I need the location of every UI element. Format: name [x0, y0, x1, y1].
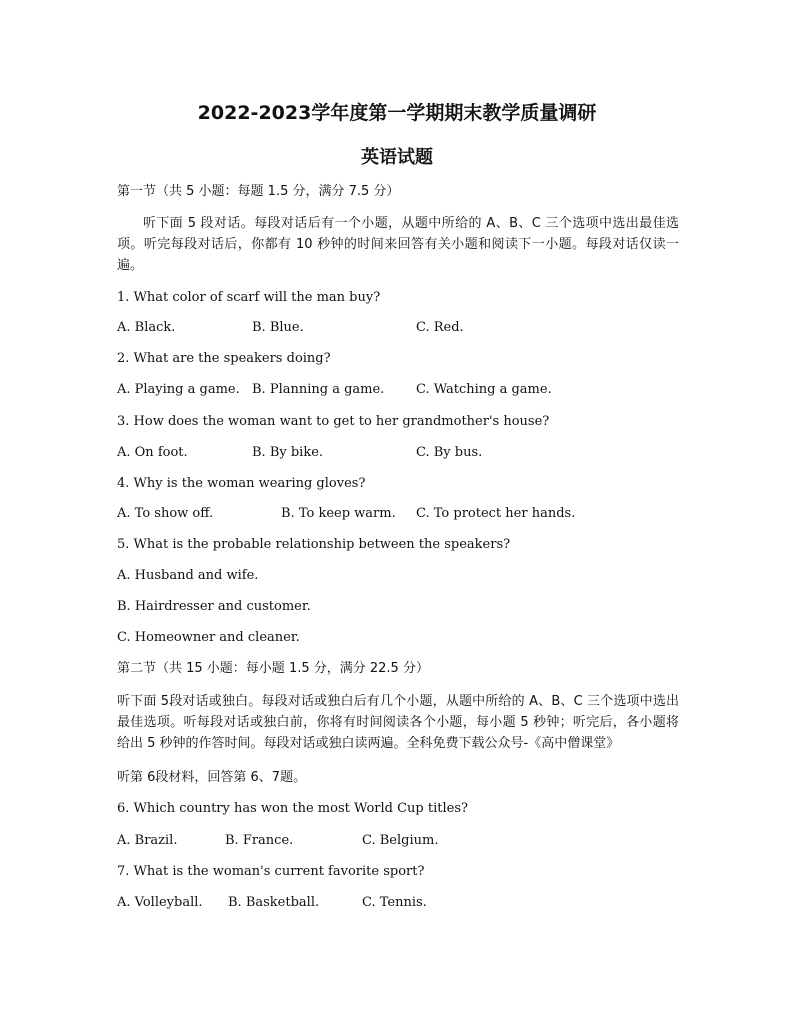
section2-instructions: 听下面 5段对话或独白。每段对话或独白后有几个小题，从题中所给的 A、B、C 三个选项中选出最佳选项。听每段对话或独白前，你将有时间阅读各个小题，每小题 5 秒钟；听完后，各小题将给出 5 秒钟的作答时间。每段对话或独白读两遍。全科免费下载公众号-《高中僧课堂》: [117, 694, 679, 751]
q7-option-b: B. Basketball.: [228, 895, 320, 910]
q4-option-c: C. To protect her hands.: [416, 506, 576, 521]
q2-option-c: C. Watching a game.: [416, 382, 552, 397]
exam-subtitle: 英语试题: [361, 147, 433, 168]
q4-option-b: B. To keep warm.: [281, 506, 396, 521]
q1-option-c: C. Red.: [416, 320, 464, 335]
exam-title: 2022-2023学年度第一学期期末教学质量调研: [197, 102, 597, 124]
question-5: 5. What is the probable relationship between the speakers?: [117, 537, 511, 552]
q3-option-b: B. By bike.: [252, 445, 324, 460]
q5-option-b: B. Hairdresser and customer.: [117, 599, 311, 614]
q1-option-a: A. Black.: [117, 320, 176, 335]
q6-option-a: A. Brazil.: [117, 833, 178, 848]
q7-option-a: A. Volleyball.: [117, 895, 203, 910]
q2-option-a: A. Playing a game.: [117, 382, 240, 397]
q4-option-a: A. To show off.: [117, 506, 214, 521]
question-1: 1. What color of scarf will the man buy?: [117, 290, 381, 305]
q6-option-c: C. Belgium.: [362, 833, 439, 848]
section2-heading: 第二节（共 15 小题：每小题 1.5 分，满分 22.5 分）: [117, 661, 429, 676]
q6-option-b: B. France.: [225, 833, 294, 848]
question-6: 6. Which country has won the most World Cup titles?: [117, 801, 468, 816]
question-2: 2. What are the speakers doing?: [117, 351, 331, 366]
question-4: 4. Why is the woman wearing gloves?: [117, 476, 366, 491]
q1-option-b: B. Blue.: [252, 320, 304, 335]
section1-instructions: 听下面 5 段对话。每段对话后有一个小题，从题中所给的 A、B、C 三个选项中选出最佳选项。听完每段对话后，你都有 10 秒钟的时间来回答有关小题和阅读下一小题。每段对话仅读一遍。: [117, 216, 679, 273]
question-3: 3. How does the woman want to get to her grandmother's house?: [117, 414, 550, 429]
q3-option-a: A. On foot.: [117, 445, 188, 460]
question-7: 7. What is the woman's current favorite sport?: [117, 864, 425, 879]
q5-option-a: A. Husband and wife.: [117, 568, 259, 583]
q3-option-c: C. By bus.: [416, 445, 483, 460]
section1-heading: 第一节（共 5 小题：每题 1.5 分，满分 7.5 分）: [117, 184, 400, 199]
q2-option-b: B. Planning a game.: [252, 382, 385, 397]
q7-option-c: C. Tennis.: [362, 895, 427, 910]
q5-option-c: C. Homeowner and cleaner.: [117, 630, 300, 645]
material-note: 听第 6段材料，回答第 6、7题。: [117, 770, 307, 785]
